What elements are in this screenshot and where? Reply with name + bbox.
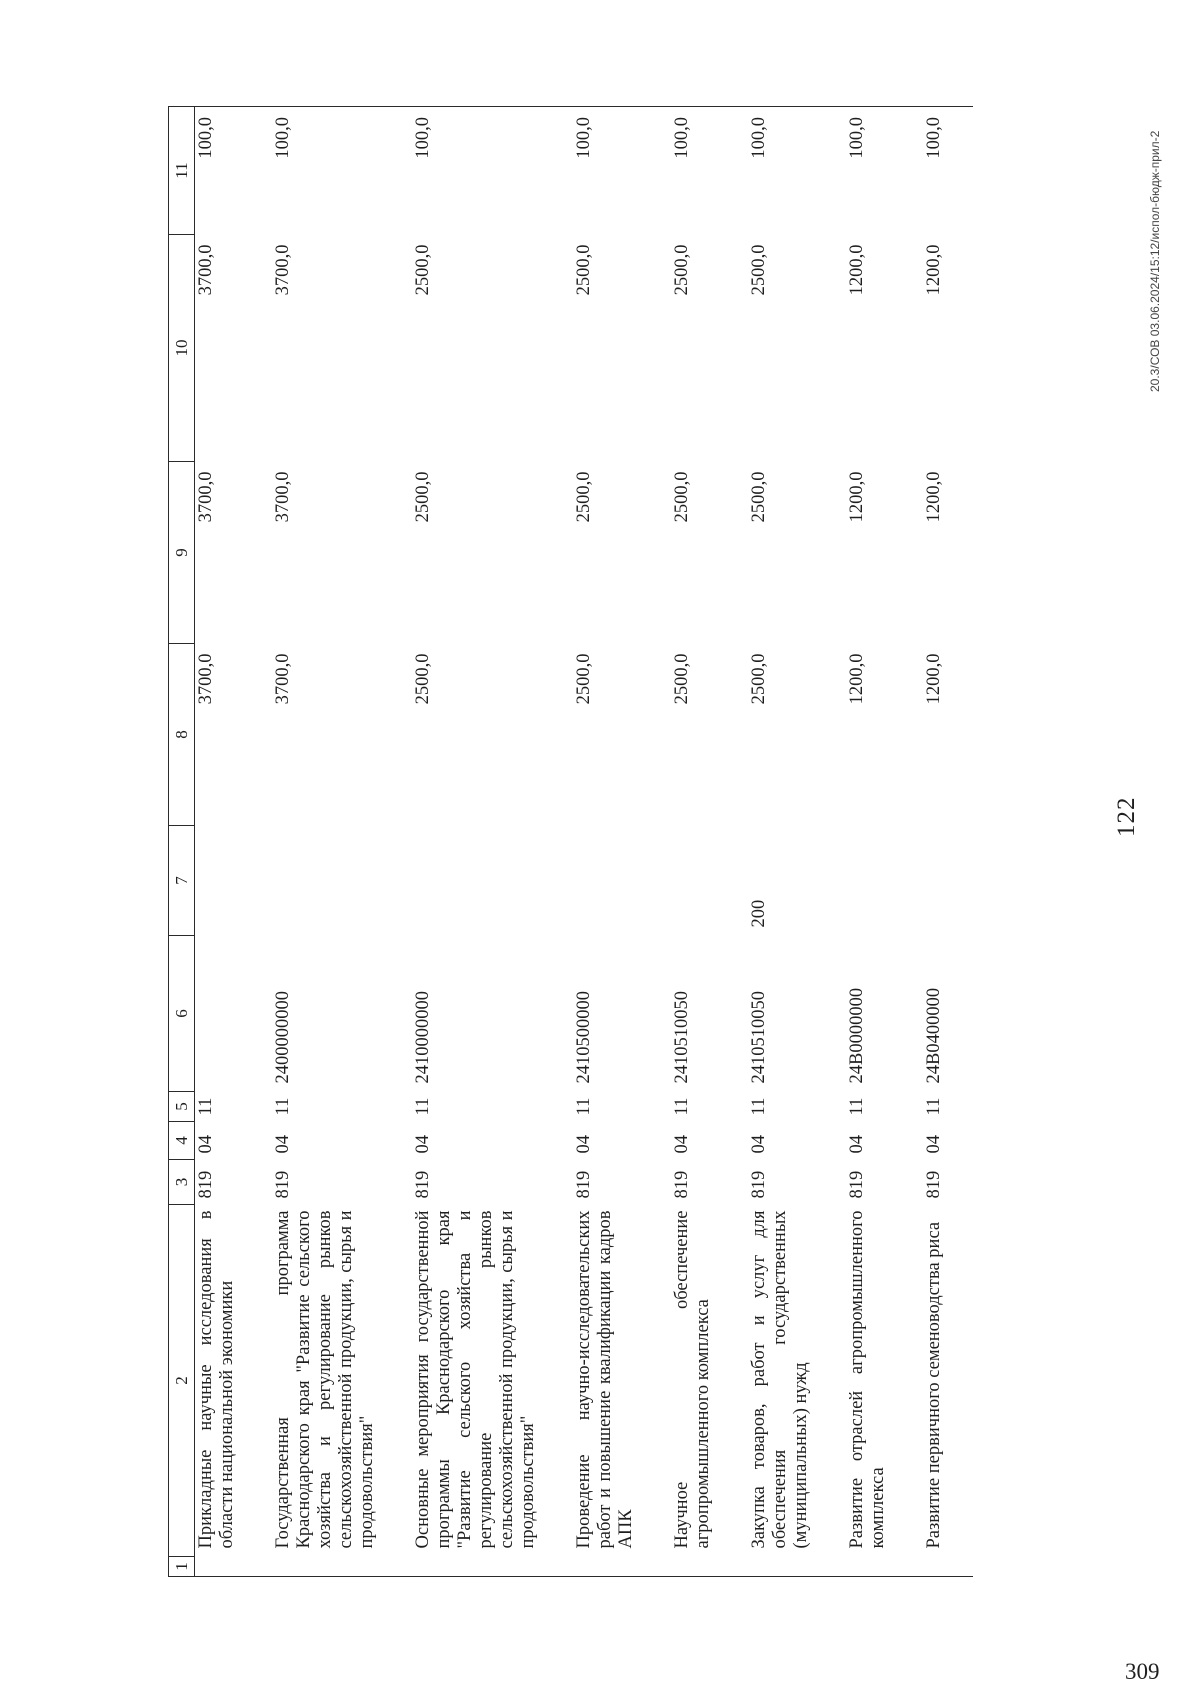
code-3: 819 [574,1170,594,1199]
value-11: 100,0 [567,107,665,235]
col-header-4: 4 [169,1122,195,1160]
row-name: Научное обеспечение агропромышленного комплекса [672,1210,713,1549]
row-name: Развитие первичного семеноводства риса [924,1221,944,1549]
col-header-10: 10 [169,235,195,462]
code-6: 2410510050 [672,991,692,1084]
row-cell-1 [266,1557,406,1577]
value-10: 3700,0 [273,244,293,296]
value-9: 2500,0 [749,471,769,523]
value-9: 2500,0 [574,471,594,523]
col-header-6: 6 [169,936,195,1092]
value-9: 3700,0 [196,471,216,523]
value-10: 2500,0 [574,244,594,296]
value-8: 1200,0 [847,653,867,705]
table-row [742,107,840,1577]
row-name: Основные мероприятия государственной программы Краснодарского края "Развитие сельского хозяйства и регулирование рынков сельскохозяйственной продукции, сырья и продовольствия" [413,1210,538,1549]
sheet-number: 309 [1125,1659,1160,1684]
code-3: 819 [273,1170,293,1199]
col-header-9: 9 [169,462,195,644]
table-row [840,107,917,1577]
value-10: 3700,0 [196,244,216,296]
col-header-1: 1 [169,1557,195,1577]
code-5: 11 [574,1097,594,1116]
code-4: 04 [672,1135,692,1154]
row-cell-1 [840,1557,917,1577]
code-5: 11 [672,1097,692,1116]
col-header-2: 2 [169,1205,195,1557]
value-8: 1200,0 [924,653,944,705]
row-cell-1 [742,1557,840,1577]
row-name: Прикладные научные исследования в области национальной экономики [196,1210,237,1549]
code-6: 24В0000000 [847,987,867,1084]
row-cell-1 [195,1557,267,1577]
budget-table [168,106,973,1577]
code-4: 04 [924,1135,944,1154]
value-11: 100,0 [266,107,406,235]
value-10: 2500,0 [672,244,692,296]
value-8: 3700,0 [196,653,216,705]
code-4: 04 [574,1135,594,1154]
value-8: 3700,0 [273,653,293,705]
value-10: 1200,0 [847,244,867,296]
code-5: 11 [273,1097,293,1116]
row-cell-1 [665,1557,742,1577]
value-11: 100,0 [742,107,840,235]
code-3: 819 [847,1170,867,1199]
value-8: 2500,0 [574,653,594,705]
code-7 [567,826,665,936]
code-5: 11 [847,1097,867,1116]
code-4: 04 [413,1135,433,1154]
value-10: 2500,0 [413,244,433,296]
value-11: 100,0 [195,107,267,235]
table-row [917,107,973,1577]
code-3: 819 [749,1170,769,1199]
code-4: 04 [749,1135,769,1154]
table-row [406,107,567,1577]
value-10: 1200,0 [924,244,944,296]
code-7 [195,826,267,936]
value-9: 2500,0 [672,471,692,523]
value-8: 2500,0 [749,653,769,705]
code-7 [266,826,406,936]
document-footer-code: 20.3/СОВ 03.06.2024/15:12/испол-бюдж-прил-2 [1148,130,1162,392]
col-header-11: 11 [169,107,195,235]
value-9: 1200,0 [924,471,944,523]
code-6: 2400000000 [273,991,293,1084]
code-6 [195,936,267,1092]
code-6: 2410000000 [413,991,433,1084]
code-3: 819 [924,1170,944,1199]
table-row [665,107,742,1577]
row-name: Закупка товаров, работ и услуг для обеспечения государственных (муниципальных) нужд [749,1210,811,1549]
value-11: 100,0 [917,107,973,235]
row-name: Развитие отраслей агропромышленного комплекса [847,1210,888,1549]
code-3: 819 [672,1170,692,1199]
code-4: 04 [847,1135,867,1154]
code-7: 200 [749,899,769,928]
col-header-3: 3 [169,1160,195,1205]
page-number: 122 [1113,796,1140,837]
value-11: 100,0 [406,107,567,235]
code-5: 11 [924,1097,944,1116]
table-row [266,107,406,1577]
col-header-7: 7 [169,826,195,936]
code-7 [665,826,742,936]
code-4: 04 [273,1135,293,1154]
code-5: 11 [413,1097,433,1116]
row-name: Государственная программа Краснодарского края "Развитие сельского хозяйства и регулирование рынков сельскохозяйственной продукции, сырья и продовольствия" [273,1210,377,1549]
value-10: 2500,0 [749,244,769,296]
row-cell-1 [406,1557,567,1577]
code-3: 819 [413,1170,433,1199]
value-8: 2500,0 [672,653,692,705]
value-8: 2500,0 [413,653,433,705]
code-7 [917,826,973,936]
table-row [567,107,665,1577]
code-4: 04 [196,1135,216,1154]
code-6: 24В0400000 [924,987,944,1084]
value-9: 1200,0 [847,471,867,523]
value-11: 100,0 [840,107,917,235]
row-cell-1 [567,1557,665,1577]
value-9: 2500,0 [413,471,433,523]
code-5: 11 [196,1097,216,1116]
col-header-5: 5 [169,1092,195,1122]
code-6: 2410500000 [574,991,594,1084]
code-7 [406,826,567,936]
code-5: 11 [749,1097,769,1116]
header-row [169,107,195,1577]
row-name: Проведение научно-исследовательских работ и повышение квалификации кадров АПК [574,1210,636,1549]
table-row [195,107,267,1577]
code-3: 819 [196,1170,216,1199]
value-9: 3700,0 [273,471,293,523]
value-11: 100,0 [665,107,742,235]
col-header-8: 8 [169,644,195,826]
code-6: 2410510050 [749,991,769,1084]
code-7 [840,826,917,936]
row-cell-1 [917,1557,973,1577]
